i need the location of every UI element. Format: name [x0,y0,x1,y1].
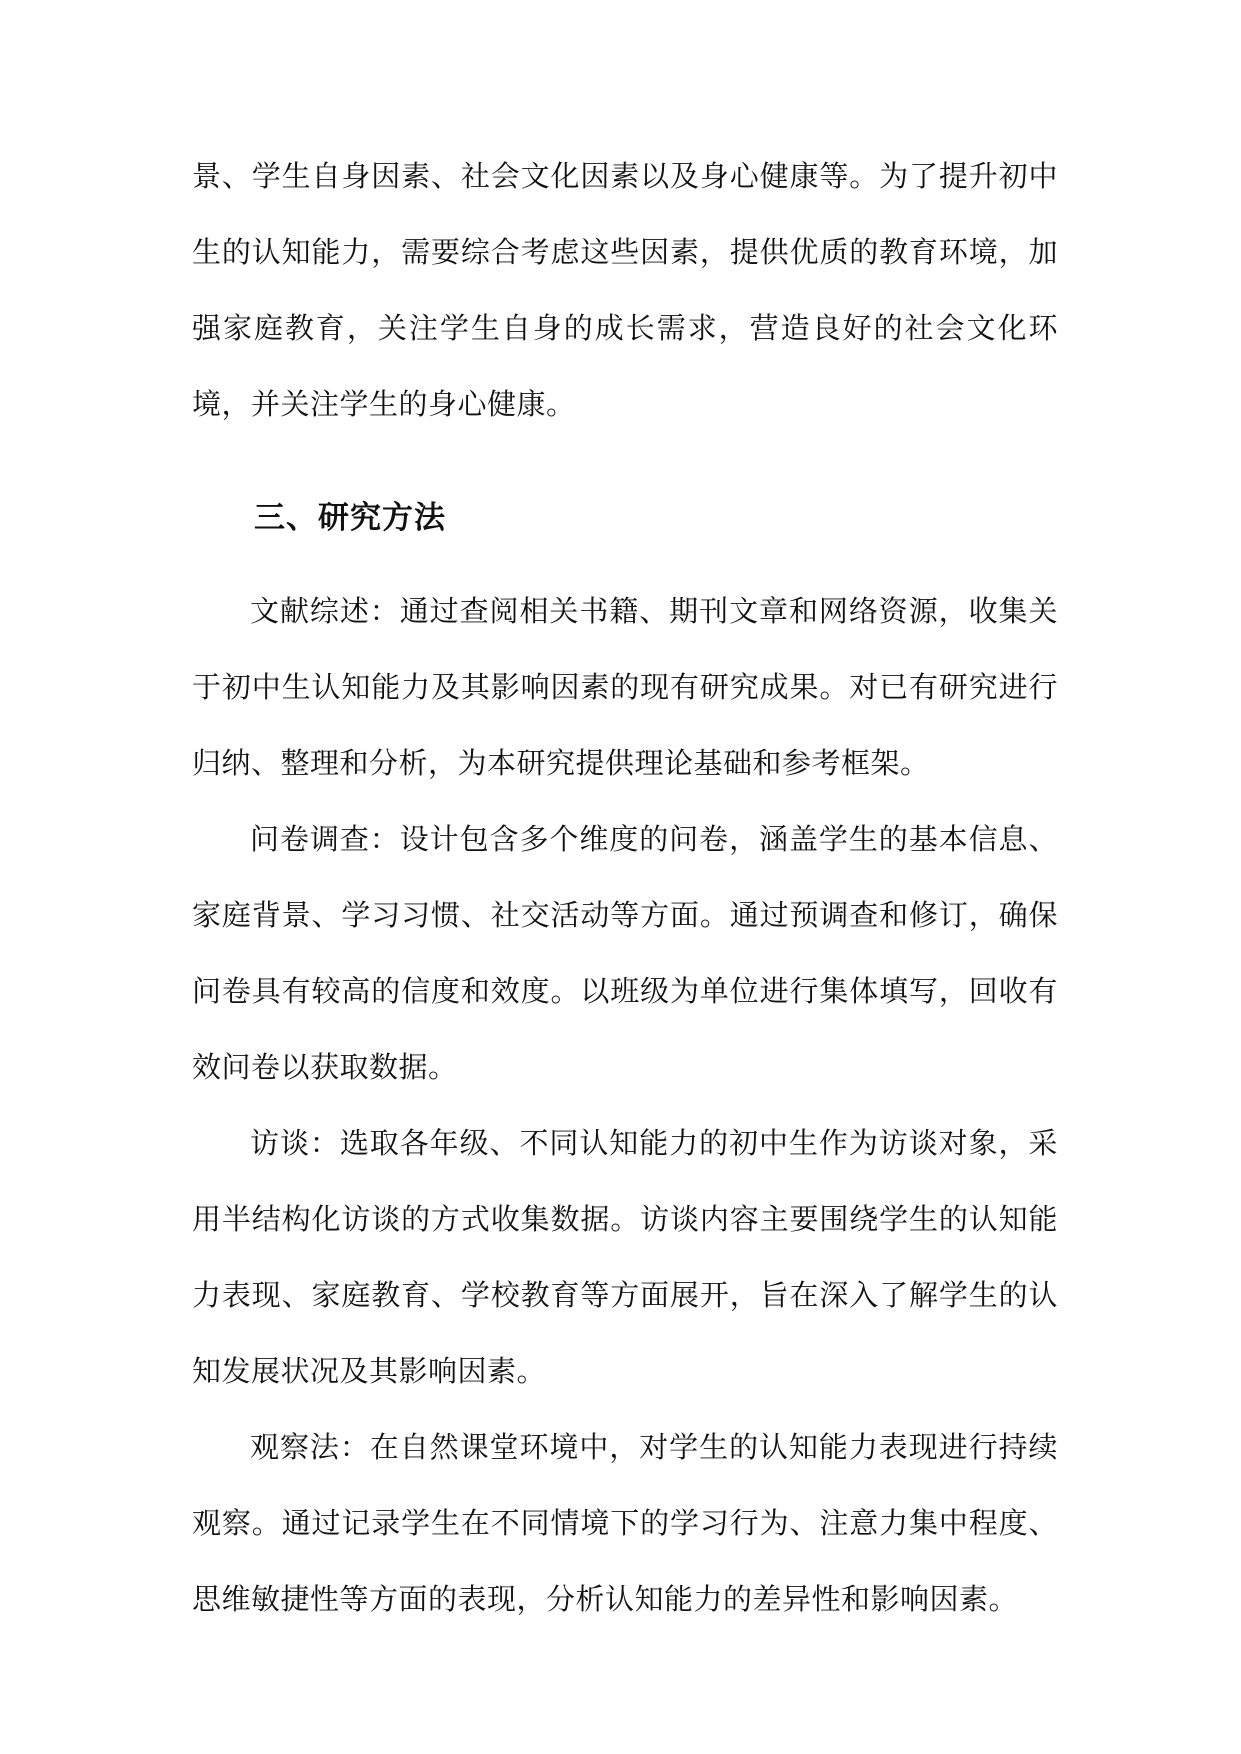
paragraph-questionnaire: 问卷调查：设计包含多个维度的问卷，涵盖学生的基本信息、家庭背景、学习习惯、社交活动等方面。通过预调查和修订，确保问卷具有较高的信度和效度。以班级为单位进行集体填写，回收有效问卷以获取数据。 [192,822,1058,1084]
paragraph-literature-review: 文献综述：通过查阅相关书籍、期刊文章和网络资源，收集关于初中生认知能力及其影响因素的现有研究成果。对已有研究进行归纳、整理和分析，为本研究提供理论基础和参考框架。 [192,594,1058,780]
paragraph-observation: 观察法：在自然课堂环境中，对学生的认知能力表现进行持续观察。通过记录学生在不同情境下的学习行为、注意力集中程度、思维敏捷性等方面的表现，分析认知能力的差异性和影响因素。 [192,1430,1058,1616]
page-content [192,138,1058,1637]
section-heading: 三、研究方法 [254,500,446,536]
intro-paragraph: 景、学生自身因素、社会文化因素以及身心健康等。为了提升初中生的认知能力，需要综合考虑这些因素，提供优质的教育环境，加强家庭教育，关注学生自身的成长需求，营造良好的社会文化环境，并关注学生的身心健康。 [192,159,1058,421]
paragraph-interview: 访谈：选取各年级、不同认知能力的初中生作为访谈对象，采用半结构化访谈的方式收集数据。访谈内容主要围绕学生的认知能力表现、家庭教育、学校教育等方面展开，旨在深入了解学生的认知发展状况及其影响因素。 [192,1126,1058,1388]
